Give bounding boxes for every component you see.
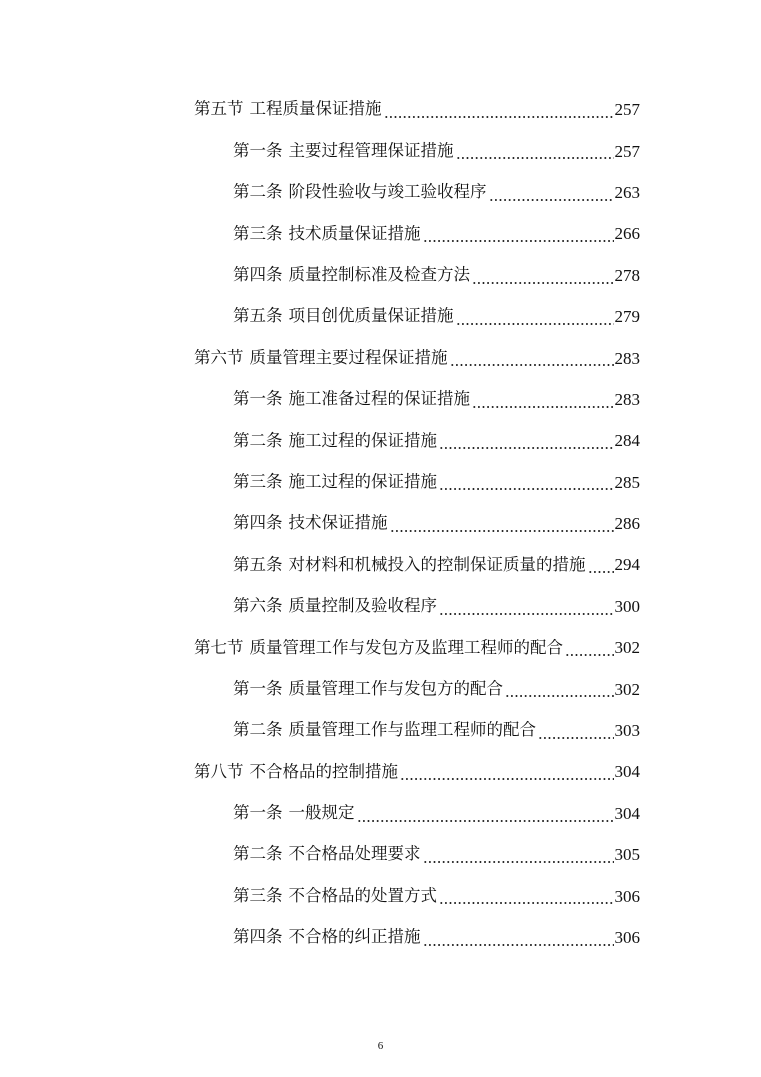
toc-entry-title: 不合格品的控制措施 <box>249 761 398 781</box>
toc-entry-page: 279 <box>614 307 640 327</box>
page-number: 6 <box>377 1040 384 1052</box>
dot-leader <box>450 351 614 368</box>
toc-entry[interactable] <box>233 793 640 834</box>
toc-entry[interactable] <box>233 917 640 958</box>
dot-leader <box>390 516 614 533</box>
dot-leader <box>588 558 614 575</box>
dot-leader <box>400 765 614 782</box>
toc-entry-number: 第四条 <box>233 927 283 947</box>
toc-entry-number: 第一条 <box>233 803 283 823</box>
toc-entry-title: 不合格品处理要求 <box>288 844 421 864</box>
toc-entry[interactable] <box>194 751 640 792</box>
toc-entry-title: 质量管理工作与发包方及监理工程师的配合 <box>249 637 563 657</box>
toc-entry-title: 一般规定 <box>288 803 355 823</box>
toc-entry-number: 第一条 <box>233 389 283 409</box>
toc-entry[interactable] <box>194 627 640 668</box>
toc-entry-page: 263 <box>614 182 640 202</box>
toc-entry[interactable] <box>233 420 640 461</box>
toc-entry[interactable] <box>233 296 640 337</box>
toc-entry-number: 第二条 <box>233 430 283 450</box>
toc-entry-title: 项目创优质量保证措施 <box>288 306 454 326</box>
dot-leader <box>456 309 614 326</box>
toc-entry-page: 266 <box>614 224 640 244</box>
toc-entry-page: 300 <box>614 596 640 616</box>
toc-entry-title: 主要过程管理保证措施 <box>288 140 454 160</box>
dot-leader <box>439 889 614 906</box>
toc-entry-title: 阶段性验收与竣工验收程序 <box>288 182 487 202</box>
toc-entry-title: 工程质量保证措施 <box>249 99 382 119</box>
toc-entry-title: 质量管理主要过程保证措施 <box>249 347 448 367</box>
dot-leader <box>423 227 614 244</box>
toc-entry-page: 286 <box>614 514 640 534</box>
toc-entry-page: 305 <box>614 845 640 865</box>
toc-entry-title: 不合格品的处置方式 <box>288 885 437 905</box>
toc-entry-number: 第三条 <box>233 885 283 905</box>
toc-entry[interactable] <box>233 834 640 875</box>
toc-entry[interactable] <box>194 337 640 378</box>
dot-leader <box>472 268 614 285</box>
toc-entry-number: 第四条 <box>233 265 283 284</box>
dot-leader <box>439 434 614 451</box>
toc-entry-page: 283 <box>614 389 640 409</box>
toc-entry-number: 第一条 <box>233 140 283 160</box>
toc-entry-title: 技术保证措施 <box>288 513 388 533</box>
toc-entry-title: 施工准备过程的保证措施 <box>288 389 470 409</box>
dot-leader <box>565 641 614 658</box>
toc-entry-number: 第三条 <box>233 223 283 243</box>
toc-entry-number: 第二条 <box>233 844 283 864</box>
toc-entry[interactable] <box>233 379 640 420</box>
toc-entry-number: 第二条 <box>233 720 283 740</box>
toc-entry-page: 284 <box>614 431 640 451</box>
toc-entry[interactable] <box>233 130 640 171</box>
toc-entry-number: 第七节 <box>194 637 244 657</box>
dot-leader <box>472 392 614 409</box>
toc-entry[interactable] <box>233 710 640 751</box>
toc-entry-page: 294 <box>614 555 640 575</box>
toc-entry-page: 302 <box>614 679 640 699</box>
dot-leader <box>423 930 614 947</box>
dot-leader <box>423 847 614 864</box>
toc-entry-number: 第八节 <box>194 761 244 781</box>
toc-entry-page: 302 <box>614 638 640 658</box>
toc-entry[interactable] <box>233 544 640 585</box>
toc-entry[interactable] <box>233 255 640 296</box>
toc-entry-number: 第六条 <box>233 596 283 616</box>
dot-leader <box>439 599 614 616</box>
toc-entry[interactable] <box>233 213 640 254</box>
toc-entry-page: 304 <box>614 762 640 782</box>
toc-entry-title: 质量管理工作与发包方的配合 <box>288 678 503 698</box>
dot-leader <box>456 144 614 161</box>
dot-leader <box>439 475 614 492</box>
toc-entry-number: 第二条 <box>233 182 283 202</box>
dot-leader <box>357 806 614 823</box>
toc-entry-page: 306 <box>614 886 640 906</box>
toc-entry-page: 306 <box>614 928 640 947</box>
toc-entry[interactable] <box>233 172 640 213</box>
toc-entry-title: 不合格的纠正措施 <box>288 927 421 947</box>
toc-entry-number: 第六节 <box>194 347 244 367</box>
toc-entry-title: 质量控制及验收程序 <box>288 596 437 616</box>
table-of-contents <box>0 89 761 958</box>
toc-entry-number: 第五条 <box>233 554 283 574</box>
toc-entry[interactable] <box>233 503 640 544</box>
toc-entry[interactable] <box>194 89 640 130</box>
toc-entry-page: 257 <box>614 141 640 161</box>
toc-entry[interactable] <box>233 586 640 627</box>
toc-entry-title: 施工过程的保证措施 <box>288 430 437 450</box>
toc-entry-title: 技术质量保证措施 <box>288 223 421 243</box>
toc-entry-number: 第五节 <box>194 99 244 119</box>
toc-entry-page: 278 <box>614 265 640 285</box>
toc-entry-title: 施工过程的保证措施 <box>288 471 437 491</box>
toc-entry[interactable] <box>233 462 640 503</box>
toc-entry-page: 257 <box>614 100 640 120</box>
dot-leader <box>384 102 614 119</box>
toc-entry-title: 质量控制标准及检查方法 <box>288 265 470 284</box>
toc-entry-number: 第四条 <box>233 513 283 533</box>
dot-leader <box>538 723 614 740</box>
toc-entry[interactable] <box>233 668 640 709</box>
toc-entry-number: 第一条 <box>233 678 283 698</box>
toc-entry-page: 304 <box>614 803 640 823</box>
toc-entry-page: 303 <box>614 721 640 741</box>
toc-entry-page: 285 <box>614 472 640 492</box>
dot-leader <box>489 185 614 202</box>
toc-entry-number: 第五条 <box>233 306 283 326</box>
toc-entry-page: 283 <box>614 348 640 368</box>
toc-entry[interactable] <box>233 875 640 916</box>
toc-entry-number: 第三条 <box>233 471 283 491</box>
toc-entry-title: 对材料和机械投入的控制保证质量的措施 <box>288 554 586 574</box>
toc-entry-title: 质量管理工作与监理工程师的配合 <box>288 720 536 740</box>
dot-leader <box>505 682 614 699</box>
